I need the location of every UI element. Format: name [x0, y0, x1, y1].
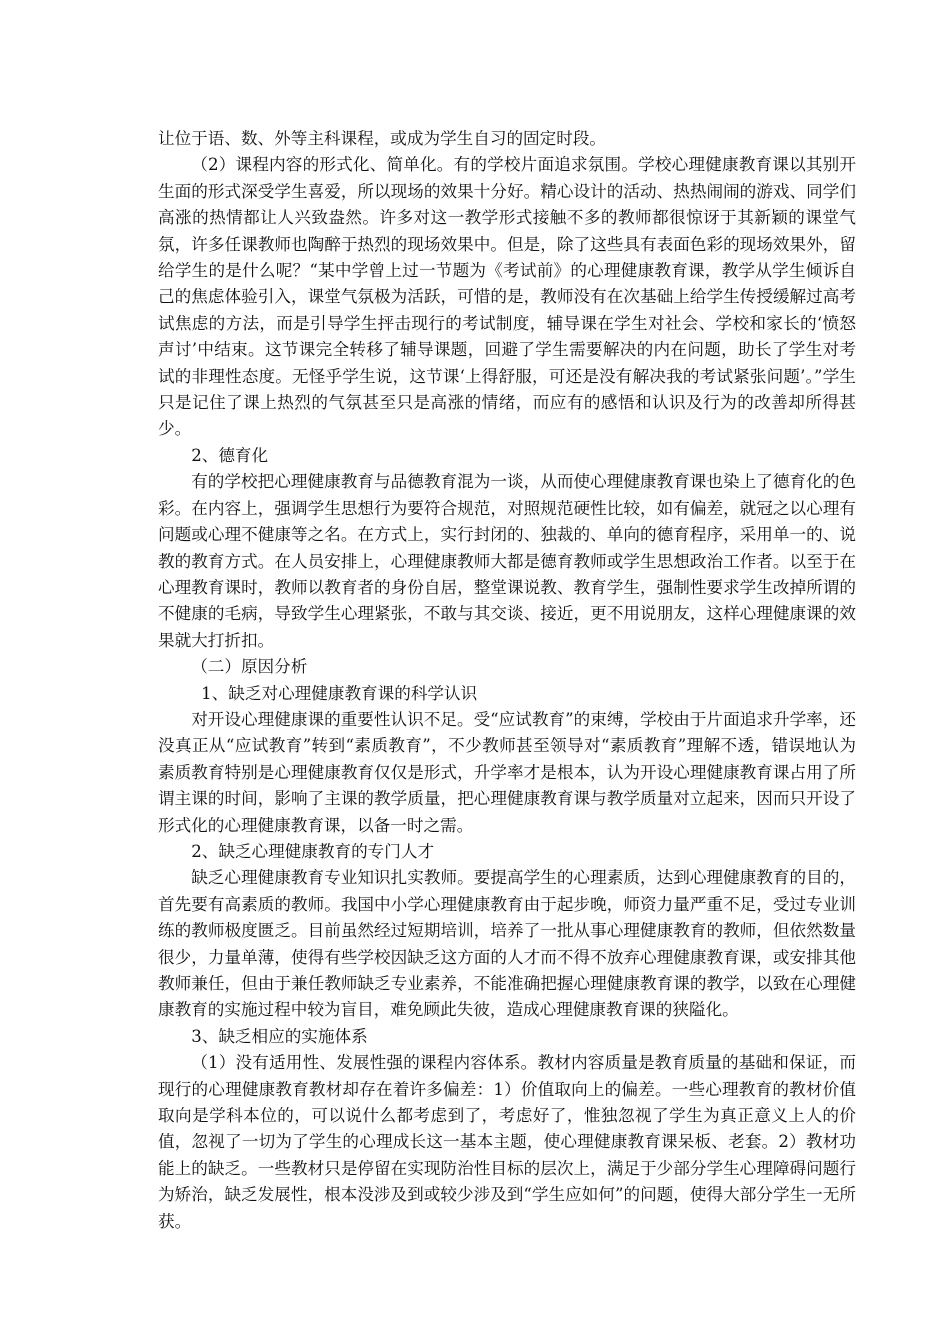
paragraph-moralization: 有的学校把心理健康教育与品德教育混为一谈，从而使心理健康教育课也染上了德育化的色彩。在内容上，强调学生思想行为要符合规范，对照规范硬性比较，如有偏差，就冠之以心理有问题或心理不健康等之名。在方式上，实行封闭的、独裁的、单向的德育程序，采用单一的、说教的教育方式。在人员安排上，心理健康教师大都是德育教师或学生思想政治工作者。以至于在心理教育课时，教师以教育者的身份自居，整堂课说教、教育学生，强制性要求学生改掉所谓的不健康的毛病，导致学生心理紧张，不敢与其交谈、接近，更不用说朋友，这样心理健康课的效果就大打折扣。 [158, 472, 856, 650]
paragraph-lack-of-implementation-system: （1）没有适用性、发展性强的课程内容体系。教材内容质量是教育质量的基础和保证，而现行的心理健康教育教材却存在着许多偏差：1）价值取向上的偏差。一些心理教育的教材价值取向是学科本位的，可以说什么都考虑到了，考虑好了，惟独忽视了学生为真正意义上人的价值，忽视了一切为了学生的心理成长这一基本主题，使心理健康教育课呆板、老套。2）教材功能上的缺乏。一些教材只是停留在实现防治性目标的层次上，满足于少部分学生心理障碍问题行为矫治，缺乏发展性，根本没涉及到或较少涉及到“学生应如何”的问题，使得大部分学生一无所获。 [158, 1053, 856, 1231]
heading-lack-of-implementation-system: 3、缺乏相应的实施体系 [191, 1026, 368, 1046]
heading-lack-of-specialists: 2、缺乏心理健康教育的专门人才 [191, 841, 435, 861]
paragraph-lack-of-specialists: 缺乏心理健康教育专业知识扎实教师。要提高学生的心理素质，达到心理健康教育的目的，首先要有高素质的教师。我国中小学心理健康教育由于起步晚，师资力量严重不足，受过专业训练的教师极度匮乏。目前虽然经过短期培训，培养了一批从事心理健康教育的教师，但依然数量很少，力量单薄，使得有些学校因缺乏这方面的人才而不得不放弃心理健康教育课，或安排其他教师兼任，但由于兼任教师缺乏专业素养，不能准确把握心理健康教育课的教学，以致在心理健康教育的实施过程中较为盲目，难免顾此失彼，造成心理健康教育课的狭隘化。 [158, 868, 856, 1020]
document-page [158, 126, 856, 1235]
heading-cause-analysis: （二）原因分析 [191, 657, 308, 677]
heading-moralization: 2、德育化 [191, 445, 269, 465]
heading-lack-of-scientific-understanding: 1、缺乏对心理健康教育课的科学认识 [201, 683, 478, 703]
paragraph-lack-of-scientific-understanding: 对开设心理健康课的重要性认识不足。受“应试教育”的束缚，学校由于片面追求升学率，还没真正从“应试教育”转到“素质教育”，不少教师甚至领导对“素质教育”理解不透，错误地认为素质教育特别是心理健康教育仅仅是形式，升学率才是根本，认为开设心理健康教育课占用了所谓主课的时间，影响了主课的教学质量，把心理健康教育课与教学质量对立起来，因而只开设了形式化的心理健康教育课，以备一时之需。 [158, 709, 856, 835]
paragraph-course-formalization: （2）课程内容的形式化、简单化。有的学校片面追求氛围。学校心理健康教育课以其别开生面的形式深受学生喜爱，所以现场的效果十分好。精心设计的活动、热热闹闹的游戏、同学们高涨的热情都让人兴致盎然。许多对这一教学形式接触不多的教师都很惊讶于其新颖的课堂气氛，许多任课教师也陶醉于热烈的现场效果中。但是，除了这些具有表面色彩的现场效果外，留给学生的是什么呢？“某中学曾上过一节题为《考试前》的心理健康教育课，教学从学生倾诉自己的焦虑体验引入，课堂气氛极为活跃，可惜的是，教师没有在次基础上给学生传授缓解过高考试焦虑的方法，而是引导学生抨击现行的考试制度，辅导课在学生对社会、学校和家长的‘愤怒声讨’中结束。这节课完全转移了辅导课题，回避了学生需要解决的内在问题，助长了学生对考试的非理性态度。无怪乎学生说，这节课‘上得舒服，可还是没有解决我的考试紧张问题’。”学生只是记住了课上热烈的气氛甚至只是高涨的情绪，而应有的感悟和认识及行为的改善却所得甚少。 [158, 155, 856, 439]
paragraph-continuation: 让位于语、数、外等主科课程，或成为学生自习的固定时段。 [158, 129, 607, 148]
